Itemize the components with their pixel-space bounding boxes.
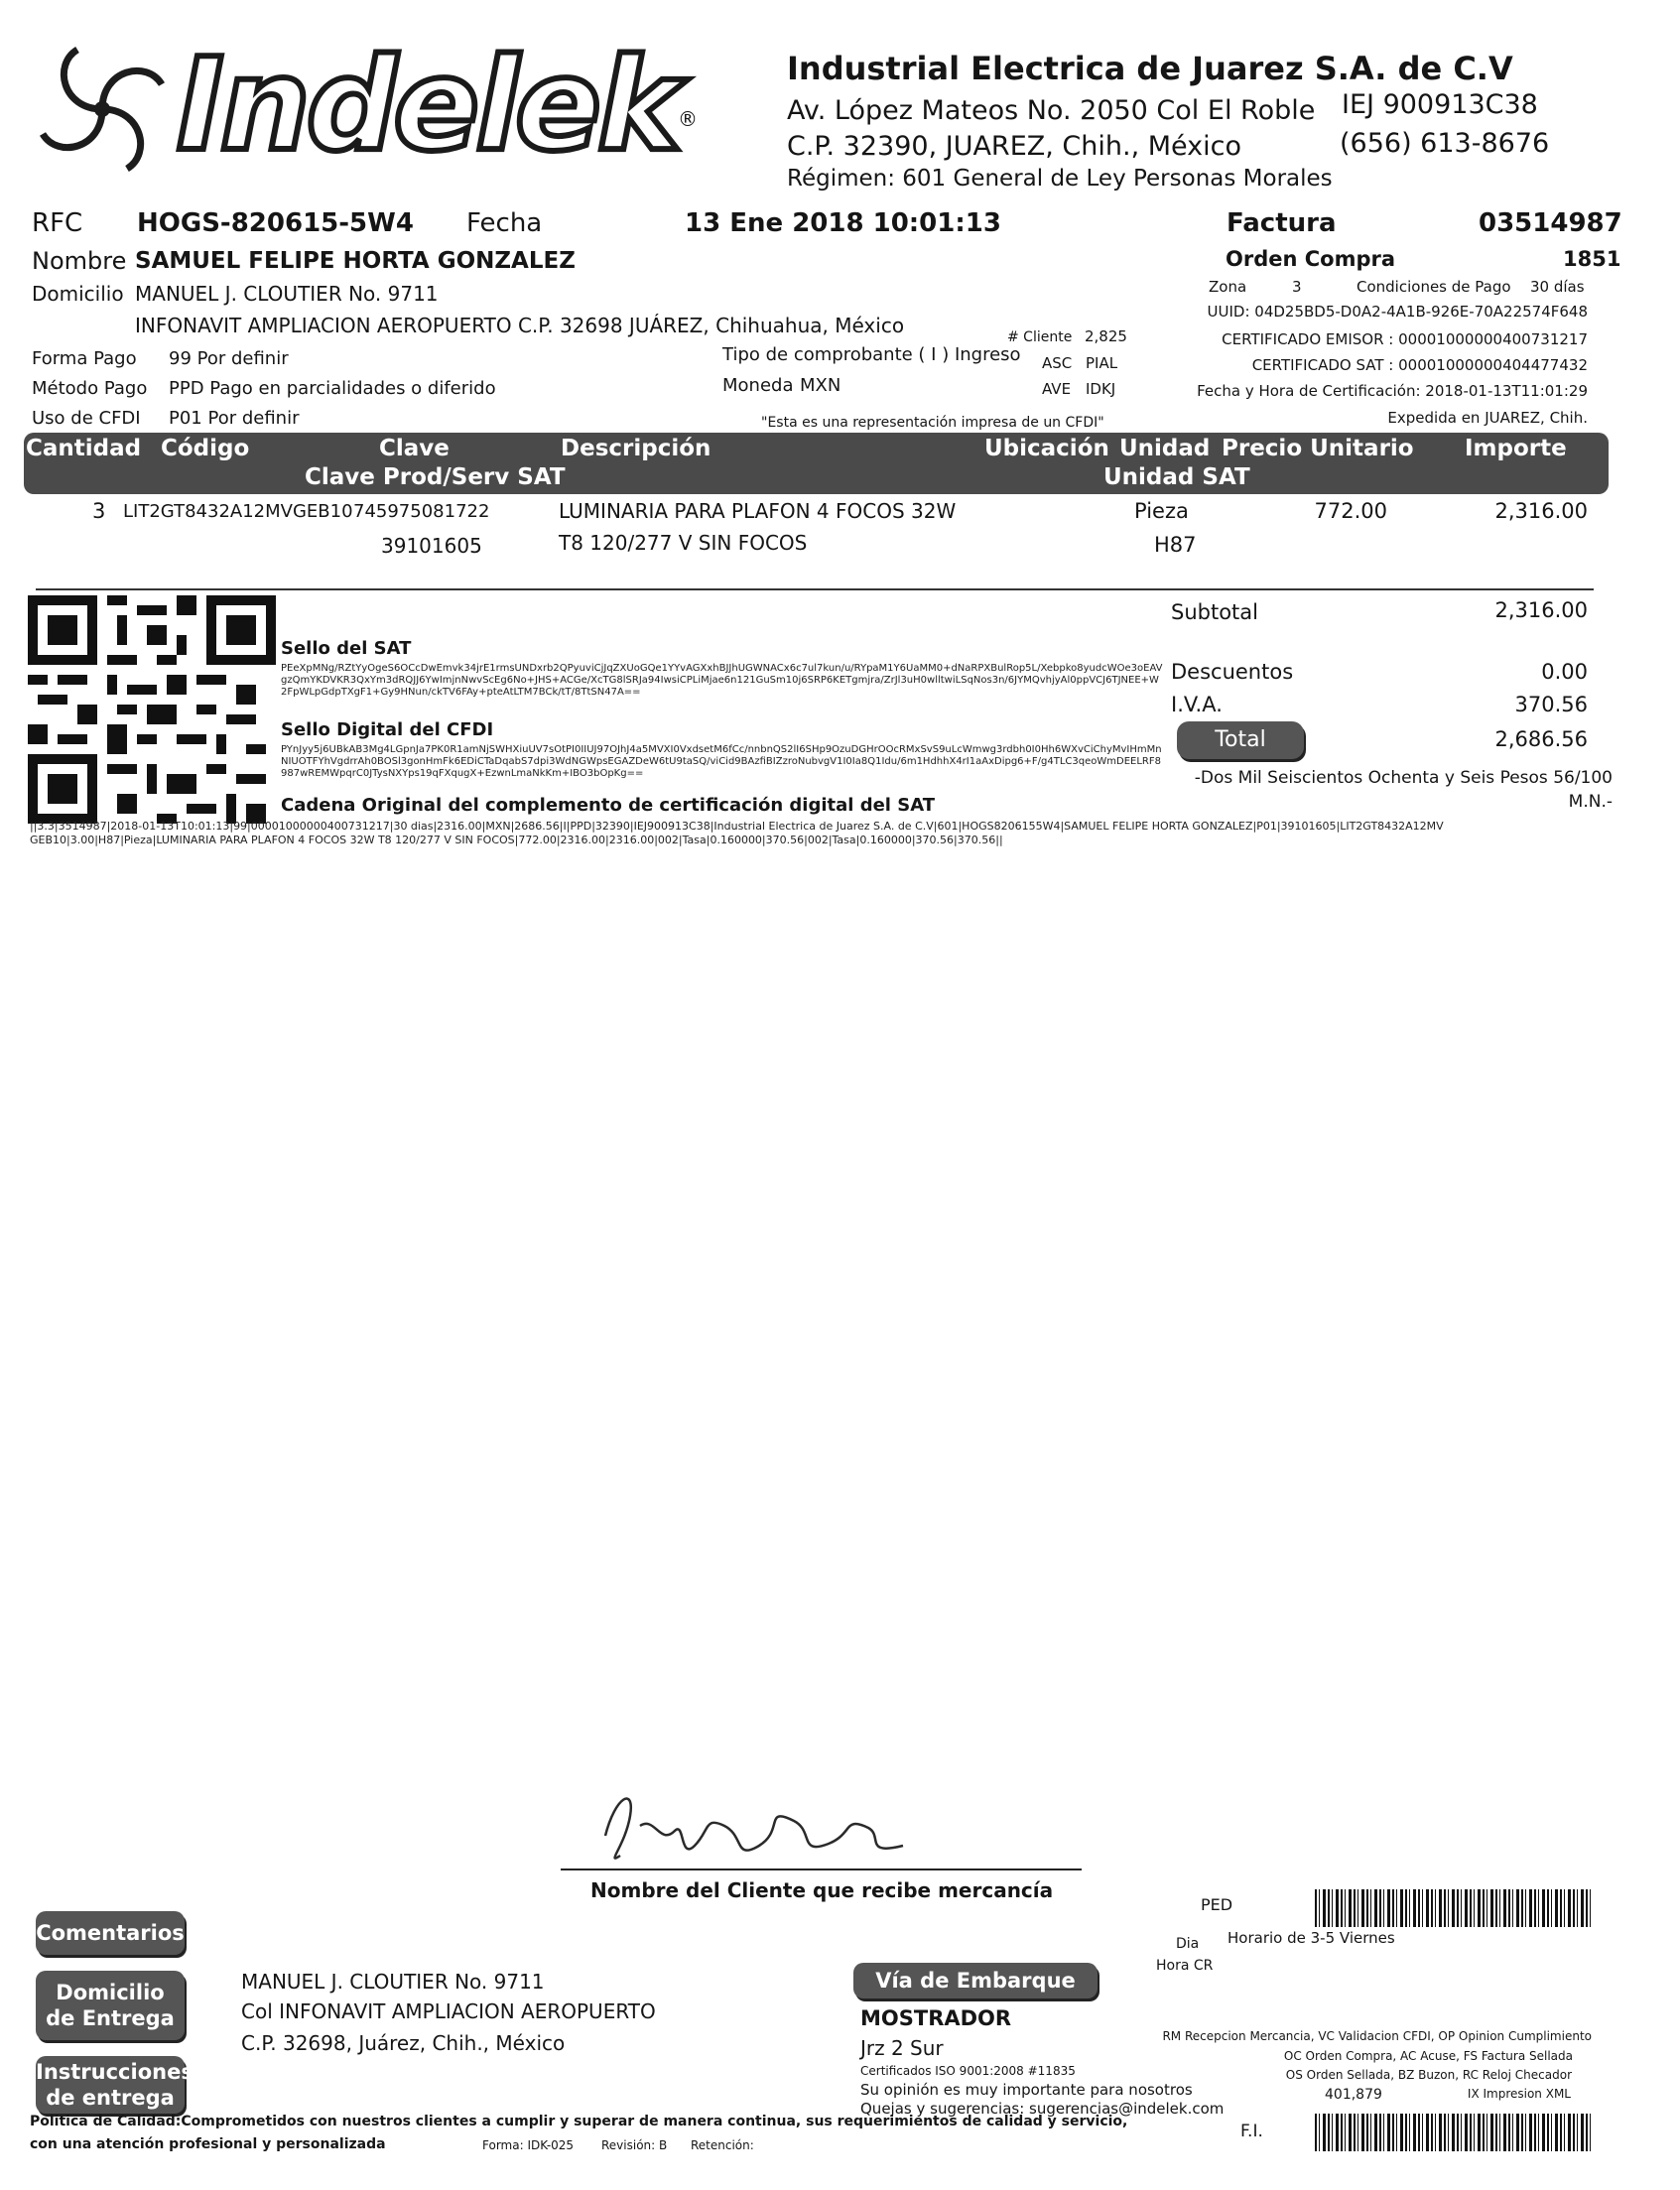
sello-cfdi-label: Sello Digital del CFDI	[281, 719, 494, 740]
dia-label: Dia	[1176, 1936, 1200, 1952]
instrucciones-label-1: Instrucciones	[36, 2060, 194, 2084]
company-rfc: IEJ 900913C38	[1342, 89, 1538, 120]
legend-line1: RM Recepcion Mercancia, VC Validacion CFDI, OP Opinion Cumplimiento	[1162, 2029, 1592, 2043]
cadena-label: Cadena Original del complemento de certificación digital del SAT	[281, 795, 936, 816]
retencion: Retención:	[691, 2138, 754, 2152]
instrucciones-label-2: de entrega	[46, 2086, 175, 2110]
row-clave-prod: 39101605	[381, 534, 482, 558]
politica-label: Politica de Calidad:	[30, 2114, 182, 2129]
col-unidad-sat: Unidad SAT	[1103, 464, 1250, 490]
col-ubicacion: Ubicación	[984, 436, 1109, 461]
factura-number: 03514987	[1479, 208, 1622, 238]
instrucciones-label	[36, 2056, 194, 2114]
politica-text1: Comprometidos con nuestros clientes a cumplir y superar de manera continua, sus requerimientos de calidad y servicio,	[181, 2114, 1128, 2129]
subtotal-value: 2,316.00	[1494, 598, 1588, 622]
metodo-pago-label: Método Pago	[32, 378, 148, 399]
signature-line	[561, 1868, 1082, 1870]
orden-compra-label: Orden Compra	[1226, 247, 1396, 271]
col-codigo: Código	[161, 436, 250, 461]
company-address1: Av. López Mateos No. 2050 Col El Roble	[787, 95, 1316, 126]
row-codigo: LIT2GT8432A12MVGEB10	[123, 501, 353, 522]
subtotal-label: Subtotal	[1171, 600, 1258, 624]
total-in-words-currency: M.N.-	[1568, 792, 1613, 812]
row-importe: 2,316.00	[1494, 499, 1588, 523]
domicilio-line2: INFONAVIT AMPLIACION AEROPUERTO C.P. 32698 JUÁREZ, Chihuahua, México	[135, 314, 905, 337]
forma-pago-value: 99 Por definir	[169, 348, 289, 369]
orden-compra-value: 1851	[1563, 247, 1621, 271]
total-value: 2,686.56	[1494, 727, 1588, 751]
uuid: UUID: 04D25BD5-D0A2-4A1B-926E-70A22574F648	[1207, 303, 1588, 321]
iva-label: I.V.A.	[1171, 693, 1223, 716]
ped-label: PED	[1201, 1895, 1233, 1914]
company-regimen: Régimen: 601 General de Ley Personas Morales	[787, 166, 1333, 192]
uso-cfdi-value: P01 Por definir	[169, 408, 300, 429]
col-precio: Precio Unitario	[1222, 436, 1414, 461]
sello-sat-text: PEeXpMNg/RZtYyOgeS6OCcDwEmvk34jrE1rmsUNDxrb2QPyuviCjJqZXUoGQe1YYvAGXxhBJJhUGWNACx6c7ul7kun/u/RYpaM1Y6UaMM0+dNaRPXBulRop5L/Xebpko8yudcWOe3oEAVgzQmYKDVKR3QxYm3dRQJJ6YwImjnNwvScEg6No+JHS+ACGe/XcTG8lSRJa94IwsiCPLiMjae6n121GuSm10j6SRP6KETgmjra/ZrJl3uH0wlltwiLSqNos3n/6JYMQvhjyAl0ppVCJ6TJNEE+W2FpWLpGdpTXgF1+Gy9HNun/ckTV6FAy+pteAtLTM7BCk/tT/8TtSN47A==	[281, 663, 1163, 698]
total-label: Total	[1177, 721, 1304, 759]
company-phone: (656) 613-8676	[1340, 128, 1550, 159]
nombre-value: SAMUEL FELIPE HORTA GONZALEZ	[135, 248, 576, 274]
company-logo	[28, 32, 698, 180]
politica-line1	[30, 2114, 1127, 2129]
condiciones-value: 30 días	[1530, 278, 1585, 296]
row-clave: 745975081722	[353, 501, 490, 522]
factura-label: Factura	[1227, 208, 1337, 238]
row-descripcion1: LUMINARIA PARA PLAFON 4 FOCOS 32W	[559, 499, 957, 523]
barcode-bottom	[1315, 2114, 1593, 2151]
forma-pago-label: Forma Pago	[32, 348, 137, 369]
qr-code-icon	[28, 595, 276, 824]
expedida-en: Expedida en JUAREZ, Chih.	[1387, 409, 1588, 427]
row-descripcion2: T8 120/277 V SIN FOCOS	[559, 531, 808, 555]
legend-line3: OS Orden Sellada, BZ Buzon, RC Reloj Checador	[1285, 2068, 1572, 2082]
domicilio-label: Domicilio	[32, 282, 124, 306]
iso-certificado: Certificados ISO 9001:2008 #11835	[860, 2064, 1076, 2078]
cadena-text: ||3.3|3514987|2018-01-13T10:01:13|99|00001000000400731217|30 dias|2316.00|MXN|2686.56|I|PPD|32390|IEJ900913C38|Industrial Electrica de Juarez S.A. de C.V|601|HOGS8206155W4|SAMUEL FELIPE HORTA GONZALEZ|P01|39101605|LIT2GT8432A12MVGEB10|3.00|H87|Pieza|LUMINARIA PARA PLAFON 4 FOCOS 32W T8 120/277 V SIN FOCOS|772.00|2316.00|2316.00|002|Tasa|0.160000|370.56|002|Tasa|0.160000|370.56|370.56||	[30, 820, 1444, 846]
descuentos-label: Descuentos	[1171, 660, 1294, 684]
comentarios-label: Comentarios	[36, 1911, 185, 1955]
revision: Revisión: B	[601, 2138, 668, 2152]
barcode-top	[1315, 1889, 1593, 1927]
col-descripcion: Descripción	[561, 436, 711, 461]
certificado-sat: CERTIFICADO SAT : 00001000000404477432	[1251, 356, 1588, 374]
via-embarque-value: MOSTRADOR	[860, 2006, 1012, 2030]
descuentos-value: 0.00	[1541, 660, 1588, 684]
col-clave: Clave	[379, 436, 450, 461]
via-embarque-label: Vía de Embarque	[853, 1963, 1098, 1998]
ave-value: IDKJ	[1086, 380, 1116, 398]
domicilio-entrega-label	[36, 1971, 185, 2040]
cliente-number-label: # Cliente	[1007, 329, 1073, 345]
divider-line	[36, 588, 1594, 590]
table-header	[24, 433, 1609, 494]
domicilio-entrega-label-1: Domicilio	[56, 1981, 165, 2004]
sello-sat-label: Sello del SAT	[281, 638, 412, 659]
fi-label: F.I.	[1240, 2122, 1263, 2141]
legend-line2: OC Orden Compra, AC Acuse, FS Factura Sellada	[1283, 2049, 1573, 2063]
cfdi-note: "Esta es una representación impresa de un CFDI"	[761, 415, 1104, 431]
col-cantidad: Cantidad	[26, 436, 142, 461]
condiciones-label: Condiciones de Pago	[1357, 278, 1511, 296]
folio-number: 401,879	[1325, 2087, 1382, 2103]
fecha-certificacion: Fecha y Hora de Certificación: 2018-01-13T11:01:29	[1197, 382, 1588, 400]
tipo-comprobante: Tipo de comprobante ( I ) Ingreso	[722, 344, 1021, 365]
total-in-words: -Dos Mil Seiscientos Ochenta y Seis Pesos 56/100	[1194, 768, 1613, 788]
nombre-label: Nombre	[32, 247, 127, 275]
entrega-line2: Col INFONAVIT AMPLIACION AEROPUERTO	[241, 1999, 656, 2023]
entrega-line3: C.P. 32698, Juárez, Chih., México	[241, 2031, 566, 2055]
forma-code: Forma: IDK-025	[482, 2138, 575, 2152]
row-precio: 772.00	[1314, 499, 1387, 523]
hora-label: Hora CR	[1156, 1958, 1214, 1974]
signature-label: Nombre del Cliente que recibe mercancía	[590, 1878, 1054, 1902]
horario: Horario de 3-5 Viernes	[1228, 1929, 1395, 1947]
company-address2: C.P. 32390, JUAREZ, Chih., México	[787, 131, 1242, 162]
certificado-emisor: CERTIFICADO EMISOR : 00001000000400731217	[1222, 330, 1588, 348]
moneda-value: MXN	[800, 375, 841, 396]
fecha-label: Fecha	[466, 208, 543, 238]
sucursal: Jrz 2 Sur	[860, 2036, 944, 2060]
entrega-line1: MANUEL J. CLOUTIER No. 9711	[241, 1970, 545, 1994]
col-clave-prod: Clave Prod/Serv SAT	[305, 464, 566, 490]
iva-value: 370.56	[1514, 693, 1588, 716]
domicilio-line1: MANUEL J. CLOUTIER No. 9711	[135, 282, 439, 306]
logo-registered: ®	[678, 107, 698, 131]
politica-line2: con una atención profesional y personalizada	[30, 2136, 386, 2152]
opinion-text: Su opinión es muy importante para nosotros	[860, 2081, 1193, 2099]
row-unidad-sat: H87	[1154, 533, 1197, 557]
asc-value: PIAL	[1086, 354, 1118, 372]
zona-label: Zona	[1209, 278, 1247, 296]
domicilio-entrega-label-2: de Entrega	[46, 2006, 175, 2030]
logo-wordmark: Indelek	[177, 32, 678, 180]
zona-value: 3	[1292, 278, 1302, 296]
rfc-value: HOGS-820615-5W4	[137, 208, 414, 238]
fecha-value: 13 Ene 2018 10:01:13	[685, 208, 1001, 238]
col-unidad: Unidad	[1119, 436, 1211, 461]
ave-label: AVE	[1042, 380, 1072, 398]
asc-label: ASC	[1042, 354, 1073, 372]
moneda-label: Moneda	[722, 375, 794, 396]
company-name: Industrial Electrica de Juarez S.A. de C.V	[787, 50, 1513, 87]
client-signature	[585, 1776, 943, 1875]
row-unidad: Pieza	[1134, 499, 1189, 523]
metodo-pago-value: PPD Pago en parcialidades o diferido	[169, 378, 496, 399]
rfc-label: RFC	[32, 208, 83, 238]
uso-cfdi-label: Uso de CFDI	[32, 408, 141, 429]
cliente-number-value: 2,825	[1085, 327, 1127, 345]
col-importe: Importe	[1465, 436, 1567, 461]
row-cantidad: 3	[92, 499, 106, 523]
quejas-text: Quejas y sugerencias: sugerencias@indelek.com	[860, 2100, 1225, 2118]
legend-line4: IX Impresion XML	[1467, 2087, 1571, 2101]
swirl-logo-icon	[28, 40, 177, 179]
sello-cfdi-text: PYnJyy5j6UBkAB3Mg4LGpnJa7PK0R1amNjSWHXiuUV7sOtPI0IIUJ97OJhJ4a5MVXI0VxdsetM6fCc/nnbnQS2lI6SHp9OzuDGHrOOcRMxSvS9uLcWmwg3rdbh0I0Hh6WXvCiChyMvIHmMnNIUOTFYhVgdrrAh0BOSl3gonHmFk6EDiCTaDqabS7dpi3WdNGWpsEGAZDeW6tU9taSQ/viCid9BAzfiBIZzroNubvgV1I0Ia8Q1Idu/6m1HdhhX4rI1aAxDipg6+F/g4TLC3qeoWmDEELRF8987wREMWpqrC0JTysNXYps19qFXqugX+EzwnLmaNkKm+IBO3bOpKg==	[281, 744, 1162, 779]
